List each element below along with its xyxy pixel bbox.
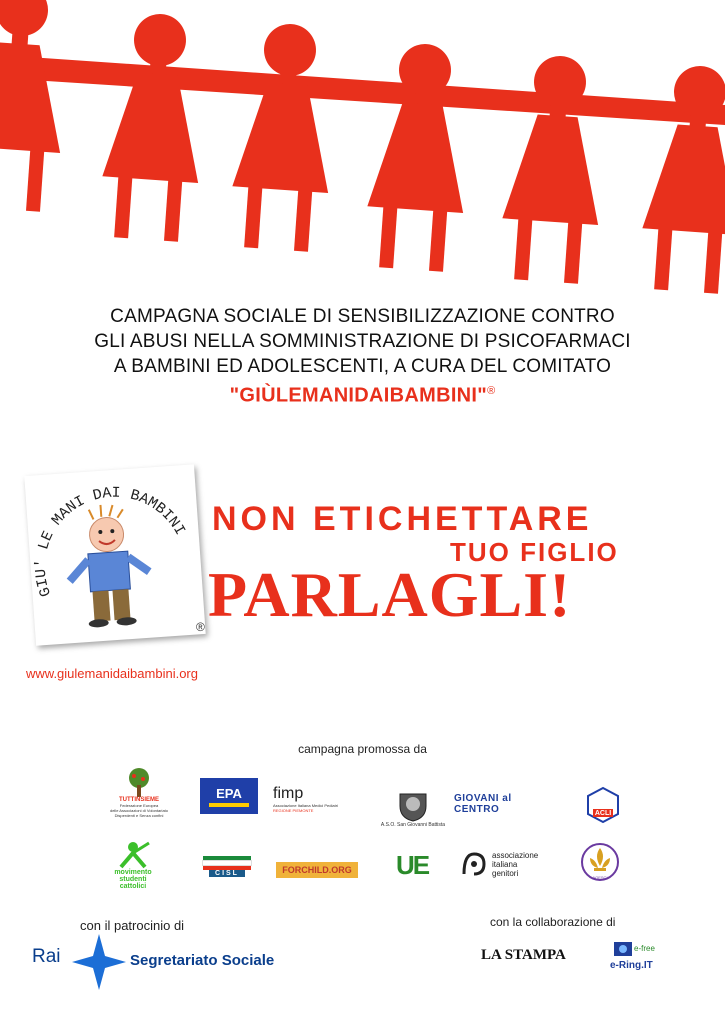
segretariato-sociale-text: Segretariato Sociale: [130, 952, 275, 969]
doll-4: [363, 41, 475, 273]
patronage-label: con il patrocinio di: [80, 918, 185, 933]
registered-mark: ®: [487, 385, 496, 397]
movimento-label-3: cattolici: [119, 882, 147, 890]
logo-registered-mark: ®: [196, 620, 205, 634]
tuttinsieme-sub-1: Federazione Europea: [119, 802, 159, 808]
aso-logo: [372, 782, 454, 834]
doll-5: [498, 53, 610, 285]
ue-logo: [388, 848, 436, 882]
forchild-logo: [276, 862, 358, 878]
rai-logo-text: Rai: [32, 946, 61, 967]
student-figure-icon: [113, 841, 153, 869]
forchild-label: FORCHILD.ORG: [282, 865, 352, 875]
headline-line-3: A BAMBINI ED ADOLESCENTI, A CURA DEL COMITATO: [113, 356, 612, 377]
ering-tag: e-free: [634, 944, 655, 953]
logo-arc-text: GIU' LE MANI DAI BAMBINI: [32, 484, 189, 599]
associazione-genitori-logo: [460, 846, 556, 882]
tree-icon: [124, 767, 154, 797]
ering-logo-text: e-Ring.IT: [610, 960, 653, 971]
headline-line-1: CAMPAGNA SOCIALE DI SENSIBILIZZAZIONE CONTRO: [110, 306, 615, 327]
aig-line-1: associazione: [492, 850, 539, 860]
child-drawing-icon: [24, 464, 205, 645]
aig-mark-icon: [460, 850, 488, 878]
committee-logo-card: [24, 464, 205, 645]
doll-6: [638, 63, 725, 295]
headline-brand-line: [0, 379, 725, 408]
promoted-by-label: campagna promossa da: [298, 742, 427, 756]
aig-line-3: genitori: [492, 868, 519, 878]
acli-logo: [586, 786, 620, 824]
collaboration-label: con la collaborazione di: [490, 915, 616, 929]
slogan-line-1: NON ETICHETTARE: [212, 500, 593, 538]
fimp-label: fimp: [273, 785, 304, 802]
tuttinsieme-title: TUTTINSIEME: [119, 796, 159, 803]
giovani-label: GIOVANI al CENTRO: [454, 793, 512, 815]
la-stampa-logo: LA STAMPA: [481, 947, 566, 963]
movimento-label-1: movimento: [114, 868, 152, 876]
aig-line-2: italiana: [492, 859, 518, 869]
slogan-parlagli: PARLAGLI!: [208, 559, 572, 630]
scout-label: AGESCI: [592, 875, 608, 880]
tuttinsieme-sub-3: Disperdenti e Senza confini: [114, 812, 164, 818]
fimp-sub: Associazione Italiana Medici Pediatri: [273, 803, 338, 808]
movimento-label-2: studenti: [119, 875, 147, 883]
campaign-headline: [0, 304, 725, 408]
crest-icon: [396, 788, 430, 822]
cisl-label: CISL: [209, 870, 245, 877]
fimp-sub-2: REGIONE PIEMONTE: [273, 808, 314, 813]
aso-label: A.S.O. San Giovanni Battista: [380, 822, 446, 828]
epa-logo: [200, 778, 258, 814]
movimento-studenti-logo: [102, 834, 164, 896]
ue-label: UE: [395, 849, 429, 880]
headline-line-2: GLI ABUSI NELLA SOMMINISTRAZIONE DI PSICOFARMACI: [94, 331, 631, 352]
paper-dolls-illustration: [0, 0, 725, 300]
tuttinsieme-sub-2: delle Associazioni di Volontariato: [109, 807, 169, 813]
giovani-al-centro-logo: [454, 792, 560, 816]
rai-star-icon: [72, 934, 126, 990]
doll-3: [228, 21, 340, 253]
aig-text: [492, 851, 538, 878]
tuttinsieme-logo: [106, 760, 172, 824]
acli-label: ACLI: [594, 810, 612, 817]
fimp-logo: [273, 780, 363, 818]
epa-stripe: [209, 803, 249, 807]
website-url[interactable]: www.giulemanidaibambini.org: [26, 666, 198, 681]
committee-name: "GIÙLEMANIDAIBAMBINI": [229, 384, 488, 407]
epa-label: EPA: [216, 785, 242, 801]
slogan-line-2: TUO FIGLIO: [450, 537, 619, 567]
acli-shield-icon: [586, 786, 620, 824]
doll-2: [98, 11, 210, 243]
cisl-logo: [200, 850, 254, 882]
scout-logo: [580, 842, 620, 884]
ering-globe-icon: [614, 942, 632, 956]
doll-1: [0, 0, 72, 213]
